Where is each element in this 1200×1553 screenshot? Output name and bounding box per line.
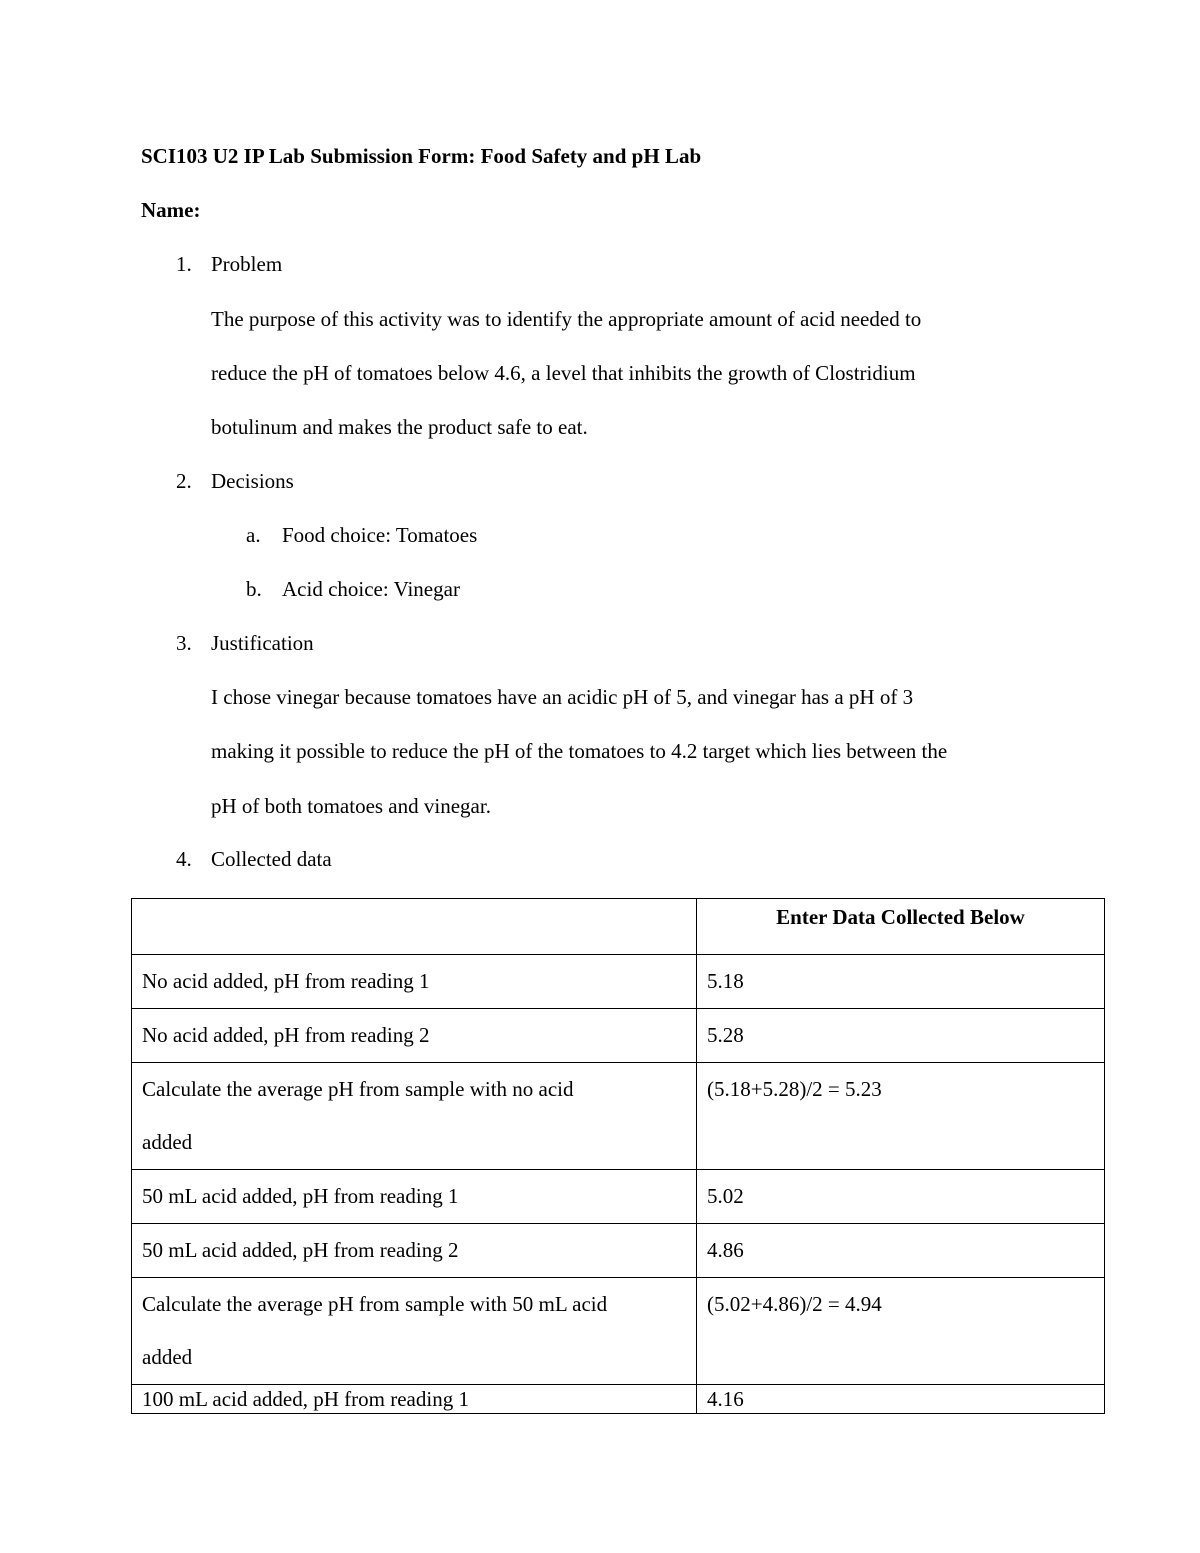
table-row-value: 5.28 bbox=[697, 1009, 1105, 1063]
table-row bbox=[132, 1063, 1105, 1170]
document-title: SCI103 U2 IP Lab Submission Form: Food Safety and pH Lab bbox=[141, 144, 702, 168]
table-row bbox=[132, 1170, 1105, 1224]
justification-heading: Justification bbox=[211, 631, 314, 655]
table-row-label bbox=[132, 1278, 697, 1385]
problem-number: 1. bbox=[176, 252, 192, 276]
collected-data-table bbox=[131, 898, 1105, 1414]
table-row bbox=[132, 955, 1105, 1009]
justification-text-line: pH of both tomatoes and vinegar. bbox=[211, 794, 491, 818]
table-row-value: 4.86 bbox=[697, 1224, 1105, 1278]
problem-text-line: botulinum and makes the product safe to eat. bbox=[211, 415, 588, 439]
table-row-label: No acid added, pH from reading 2 bbox=[132, 1009, 697, 1063]
table-row-value: 5.18 bbox=[697, 955, 1105, 1009]
collected-heading: Collected data bbox=[211, 847, 332, 871]
justification-number: 3. bbox=[176, 631, 192, 655]
table-row-label: No acid added, pH from reading 1 bbox=[132, 955, 697, 1009]
name-label: Name: bbox=[141, 198, 201, 222]
table-row-label: 50 mL acid added, pH from reading 2 bbox=[132, 1224, 697, 1278]
table-row-value: 4.16 bbox=[697, 1385, 1105, 1414]
decision-food-choice: Food choice: Tomatoes bbox=[282, 523, 478, 547]
table-header-cell-data: Enter Data Collected Below bbox=[697, 899, 1105, 955]
table-row-value: (5.18+5.28)/2 = 5.23 bbox=[697, 1063, 1105, 1170]
table-header-cell-empty bbox=[132, 899, 697, 955]
problem-text-line: The purpose of this activity was to identify the appropriate amount of acid needed to bbox=[211, 307, 922, 331]
justification-text-line: making it possible to reduce the pH of the tomatoes to 4.2 target which lies between the bbox=[211, 739, 948, 763]
decision-marker: b. bbox=[246, 577, 262, 601]
decisions-heading: Decisions bbox=[211, 469, 294, 493]
table-row-label-line: added bbox=[142, 1345, 193, 1369]
table-row-label-line: Calculate the average pH from sample with no acid bbox=[142, 1077, 574, 1101]
table-row-label-line: Calculate the average pH from sample with 50 mL acid bbox=[142, 1292, 608, 1316]
justification-text-line: I chose vinegar because tomatoes have an acidic pH of 5, and vinegar has a pH of 3 bbox=[211, 685, 914, 709]
table-row-label: 50 mL acid added, pH from reading 1 bbox=[132, 1170, 697, 1224]
table-row-label-line: added bbox=[142, 1130, 193, 1154]
table-row-value: (5.02+4.86)/2 = 4.94 bbox=[697, 1278, 1105, 1385]
collected-number: 4. bbox=[176, 847, 192, 871]
decision-marker: a. bbox=[246, 523, 261, 547]
table-row-label bbox=[132, 1063, 697, 1170]
table-row bbox=[132, 1278, 1105, 1385]
table-row-value: 5.02 bbox=[697, 1170, 1105, 1224]
decisions-number: 2. bbox=[176, 469, 192, 493]
table-row bbox=[132, 1224, 1105, 1278]
table-row bbox=[132, 1009, 1105, 1063]
problem-text-line: reduce the pH of tomatoes below 4.6, a level that inhibits the growth of Clostridium bbox=[211, 361, 916, 385]
decision-acid-choice: Acid choice: Vinegar bbox=[282, 577, 460, 601]
table-row-label: 100 mL acid added, pH from reading 1 bbox=[132, 1385, 697, 1414]
problem-heading: Problem bbox=[211, 252, 283, 276]
table-header-row bbox=[132, 899, 1105, 955]
table-row bbox=[132, 1385, 1105, 1414]
